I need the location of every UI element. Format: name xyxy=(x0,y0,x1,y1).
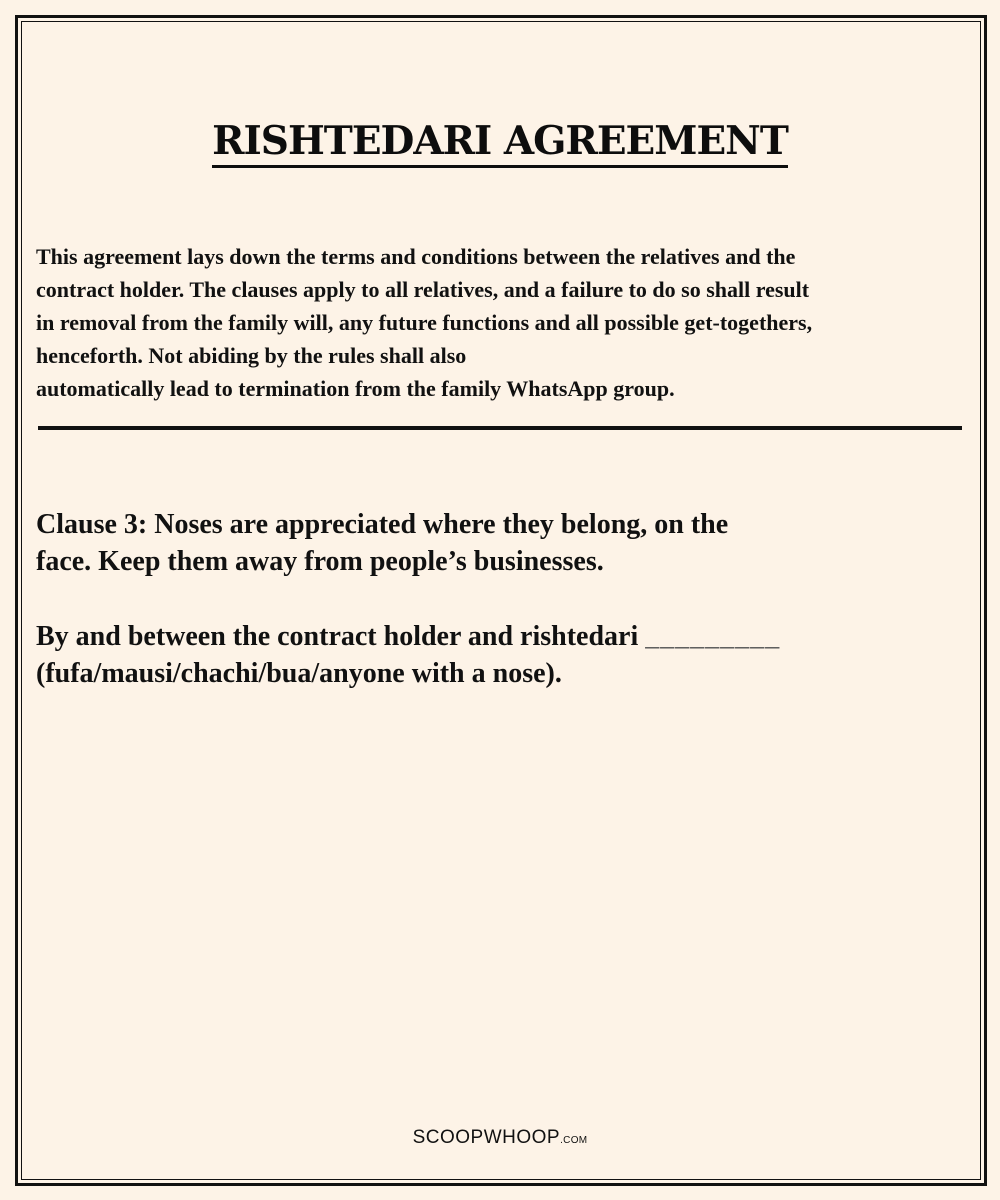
intro-line: in removal from the family will, any future functions and all possible get-togethers, xyxy=(36,310,813,335)
parties-statement xyxy=(36,618,936,692)
logo-suffix-text: .COM xyxy=(560,1135,588,1146)
document-title-text: RISHTEDARI AGREEMENT xyxy=(212,118,788,168)
intro-paragraph xyxy=(36,240,966,405)
clause-3 xyxy=(36,506,936,580)
clause-line: face. Keep them away from people’s businesses. xyxy=(36,546,604,577)
parties-line-1 xyxy=(36,618,936,655)
parties-text: By and between the contract holder and rishtedari xyxy=(36,621,639,652)
section-divider xyxy=(38,426,962,430)
document-title xyxy=(0,118,1000,164)
intro-line: automatically lead to termination from the family WhatsApp group. xyxy=(36,376,675,401)
intro-line: contract holder. The clauses apply to all relatives, and a failure to do so shall result xyxy=(36,277,810,302)
intro-line: This agreement lays down the terms and conditions between the relatives and the xyxy=(36,244,796,269)
scoopwhoop-logo xyxy=(0,1127,1000,1149)
inner-border xyxy=(21,21,981,1180)
clause-line: Clause 3: Noses are appreciated where they belong, on the xyxy=(36,509,729,540)
logo-main-text: SCOOPWHOOP xyxy=(412,1127,561,1148)
parties-line-2: (fufa/mausi/chachi/bua/anyone with a nose). xyxy=(36,658,562,689)
signature-blank: _________ xyxy=(645,621,781,652)
intro-line: henceforth. Not abiding by the rules shall also xyxy=(36,343,467,368)
